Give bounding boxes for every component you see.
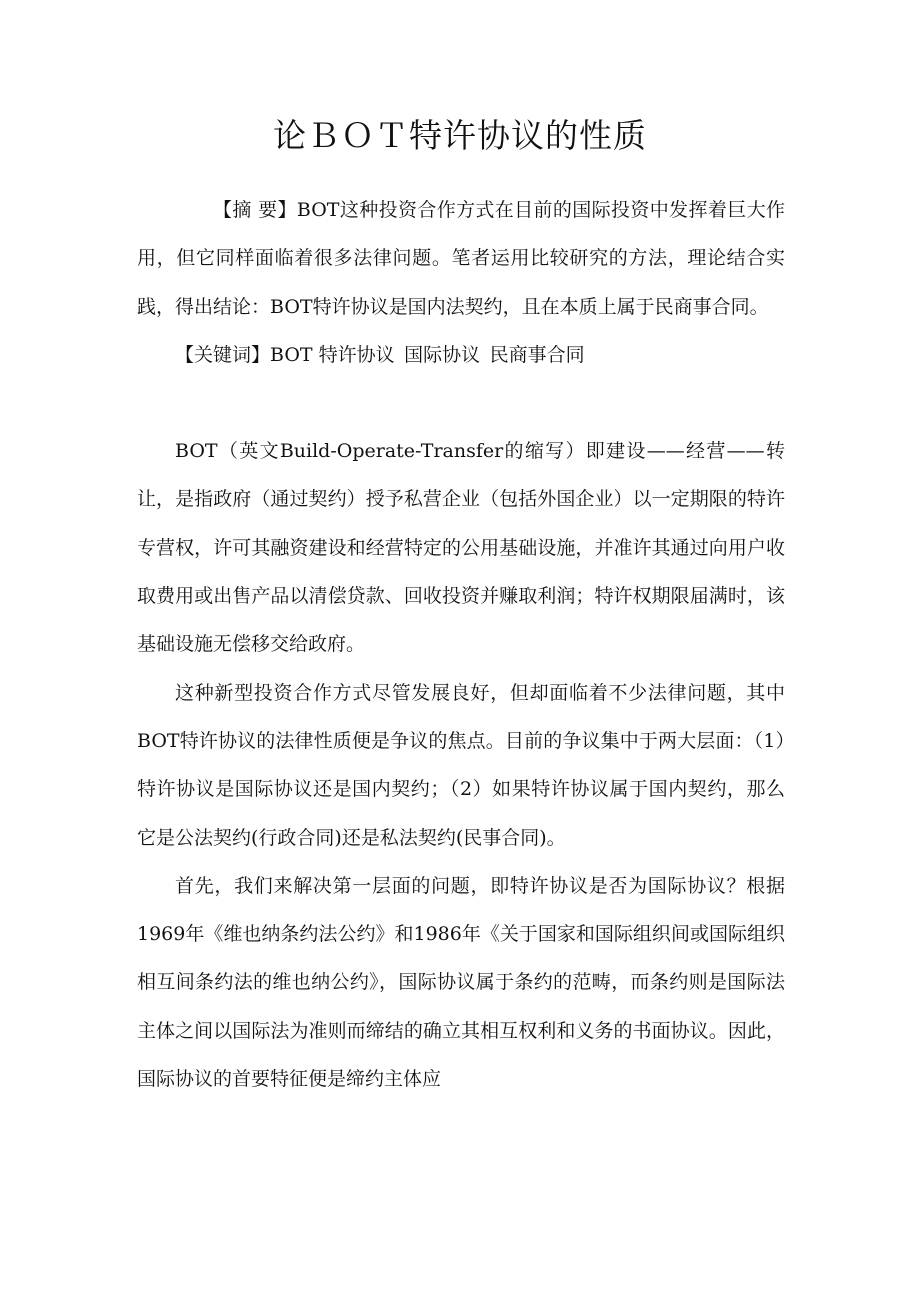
abstract-text: BOT这种投资合作方式在目前的国际投资中发挥着巨大作用，但它同样面临着很多法律问题。笔者运用比较研究的方法，理论结合实践，得出结论：BOT特许协议是国内法契约，且在本质上属于民商事合同。 [137, 199, 785, 318]
keyword-item: 国际协议 [404, 343, 481, 366]
body-paragraph-1: BOT（英文Build-Operate-Transfer的缩写）即建设——经营——转让，是指政府（通过契约）授予私营企业（包括外国企业）以一定期限的特许专营权，许可其融资建设和经营特定的公用基础设施，并准许其通过向用户收取费用或出售产品以清偿贷款、回收投资并赚取利润；特许权期限届满时，该基础设施无偿移交给政府。 [137, 440, 785, 656]
keywords-paragraph [137, 331, 785, 379]
body-paragraph-2: 这种新型投资合作方式尽管发展良好，但却面临着不少法律问题，其中BOT特许协议的法律性质便是争议的焦点。目前的争议集中于两大层面：（1）特许协议是国际协议还是国内契约；（2）如果特许协议属于国内契约，那么它是公法契约(行政合同)还是私法契约(民事合同)。 [137, 681, 785, 849]
keywords-label: 【关键词】 [175, 343, 271, 366]
keyword-item: 民商事合同 [489, 343, 585, 366]
blank-line [137, 379, 785, 427]
document-title: 论ＢＯＴ特许协议的性质 [273, 116, 647, 155]
abstract-paragraph [137, 186, 785, 331]
abstract-label: 【摘 要】 [213, 199, 297, 221]
keyword-item: BOT 特许协议 [270, 343, 395, 366]
body-paragraph-3: 首先，我们来解决第一层面的问题，即特许协议是否为国际协议？根据1969年《维也纳条约法公约》和1986年《关于国家和国际组织间或国际组织相互间条约法的维也纳公约》，国际协议属于条约的范畴，而条约则是国际法主体之间以国际法为准则而缔结的确立其相互权利和义务的书面协议。因此，国际协议的首要特征便是缔约主体应 [137, 874, 785, 1091]
document-body [137, 186, 785, 1103]
